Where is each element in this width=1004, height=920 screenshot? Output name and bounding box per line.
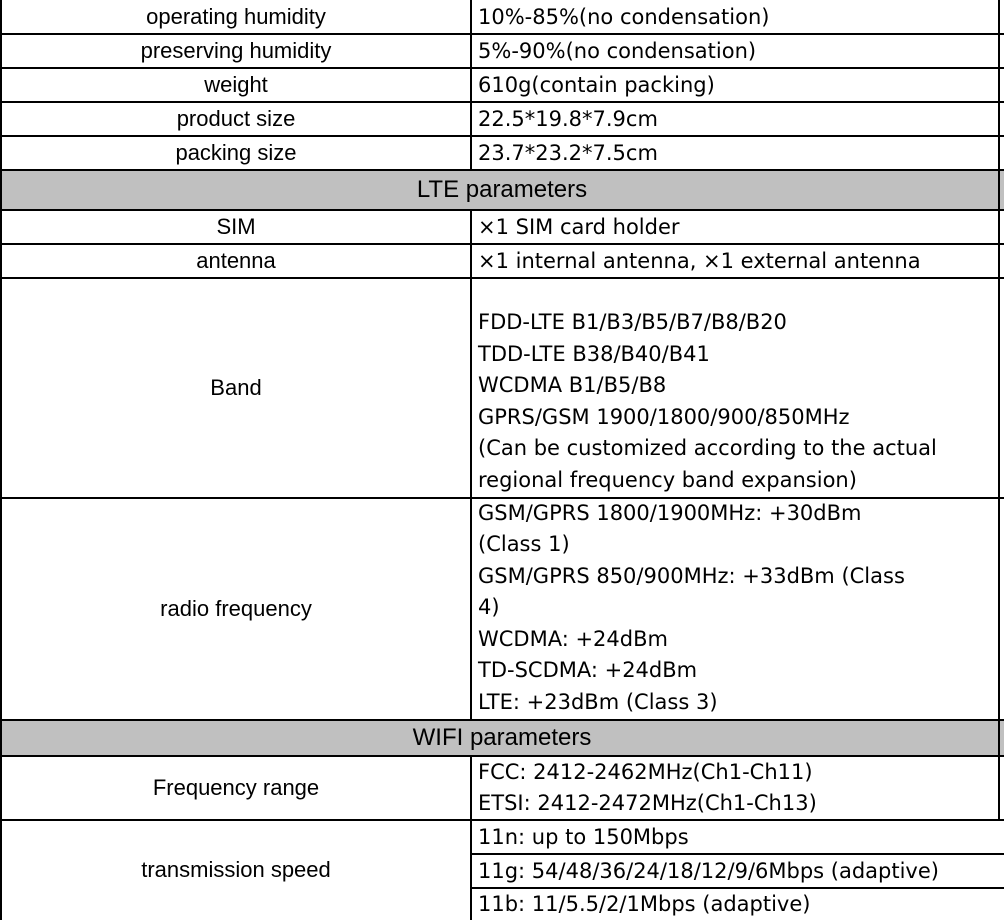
divider	[470, 756, 472, 920]
divider	[998, 756, 1000, 820]
section-header-lte: LTE parameters	[0, 170, 1004, 210]
divider	[0, 0, 2, 920]
row-label: Band	[210, 375, 262, 400]
divider	[0, 755, 1004, 757]
divider	[0, 101, 1004, 103]
rf-line: (Class 1)	[478, 532, 570, 556]
freq-line: FCC: 2412-2462MHz(Ch1-Ch11)	[478, 759, 813, 784]
rf-line: LTE: +23dBm (Class 3)	[478, 689, 718, 714]
row-label: SIM	[216, 214, 256, 239]
divider	[0, 209, 1004, 211]
row-label: Frequency range	[152, 775, 320, 800]
rf-line: GSM/GPRS 850/900MHz: +33dBm (Class	[478, 563, 905, 588]
row-value: 610g(contain packing)	[478, 73, 715, 97]
speed-line: 11g: 54/48/36/24/18/12/9/6Mbps (adaptive)	[478, 859, 939, 883]
row-value: ×1 SIM card holder	[478, 215, 680, 239]
speed-line: 11b: 11/5.5/2/1Mbps (adaptive)	[478, 892, 811, 916]
divider	[0, 67, 1004, 69]
row-value	[472, 498, 1004, 720]
divider	[470, 210, 472, 720]
divider	[0, 497, 1004, 499]
row-label: operating humidity	[146, 4, 326, 29]
divider	[470, 0, 472, 170]
divider	[470, 887, 1004, 889]
divider	[470, 853, 1004, 855]
table-row	[0, 498, 1004, 720]
row-label: packing size	[175, 140, 297, 165]
rf-line: 4)	[478, 595, 500, 619]
row-value: 23.7*23.2*7.5cm	[478, 141, 658, 165]
table-row	[0, 244, 1004, 278]
divider	[0, 819, 1004, 821]
row-value: 22.5*19.8*7.9cm	[478, 107, 658, 131]
table-row	[0, 756, 1004, 820]
divider	[0, 719, 1004, 721]
row-label: transmission speed	[141, 857, 331, 882]
table-row	[0, 34, 1004, 68]
divider	[998, 210, 1000, 720]
divider	[998, 720, 1000, 756]
band-line: WCDMA B1/B5/B8	[478, 373, 667, 397]
row-value: 5%-90%(no condensation)	[478, 39, 757, 63]
row-value: ×1 internal antenna, ×1 external antenna	[478, 249, 921, 273]
divider	[0, 169, 1004, 171]
row-label: antenna	[196, 248, 276, 273]
row-value	[472, 278, 1004, 498]
band-line: GPRS/GSM 1900/1800/900/850MHz	[478, 404, 850, 429]
row-value	[472, 756, 1004, 820]
band-line: TDD-LTE B38/B40/B41	[478, 341, 710, 366]
row-label: weight	[204, 72, 268, 97]
divider	[0, 243, 1004, 245]
table-row	[0, 278, 1004, 498]
row-label: radio frequency	[160, 596, 312, 621]
section-header-wifi: WIFI parameters	[0, 720, 1004, 756]
freq-line: ETSI: 2412-2472MHz(Ch1-Ch13)	[478, 791, 817, 815]
divider	[0, 277, 1004, 279]
band-line: (Can be customized according to the actual	[478, 436, 937, 460]
rf-line: TD-SCDMA: +24dBm	[478, 658, 698, 682]
speed-line: 11n: up to 150Mbps	[478, 825, 689, 849]
divider	[0, 135, 1004, 137]
divider	[998, 0, 1000, 170]
band-line: regional frequency band expansion)	[478, 467, 857, 492]
table-row	[0, 68, 1004, 102]
row-value: 10%-85%(no condensation)	[478, 5, 770, 29]
table-row	[0, 102, 1004, 136]
band-line: FDD-LTE B1/B3/B5/B7/B8/B20	[478, 310, 787, 334]
row-label: product size	[176, 106, 296, 131]
table-row	[0, 0, 1004, 34]
row-label: preserving humidity	[140, 38, 332, 63]
table-row	[0, 136, 1004, 170]
table-row	[0, 820, 1004, 920]
table-row	[0, 210, 1004, 244]
rf-line: WCDMA: +24dBm	[478, 626, 668, 651]
rf-line: GSM/GPRS 1800/1900MHz: +30dBm	[478, 500, 862, 525]
divider	[0, 33, 1004, 35]
divider	[998, 170, 1000, 210]
